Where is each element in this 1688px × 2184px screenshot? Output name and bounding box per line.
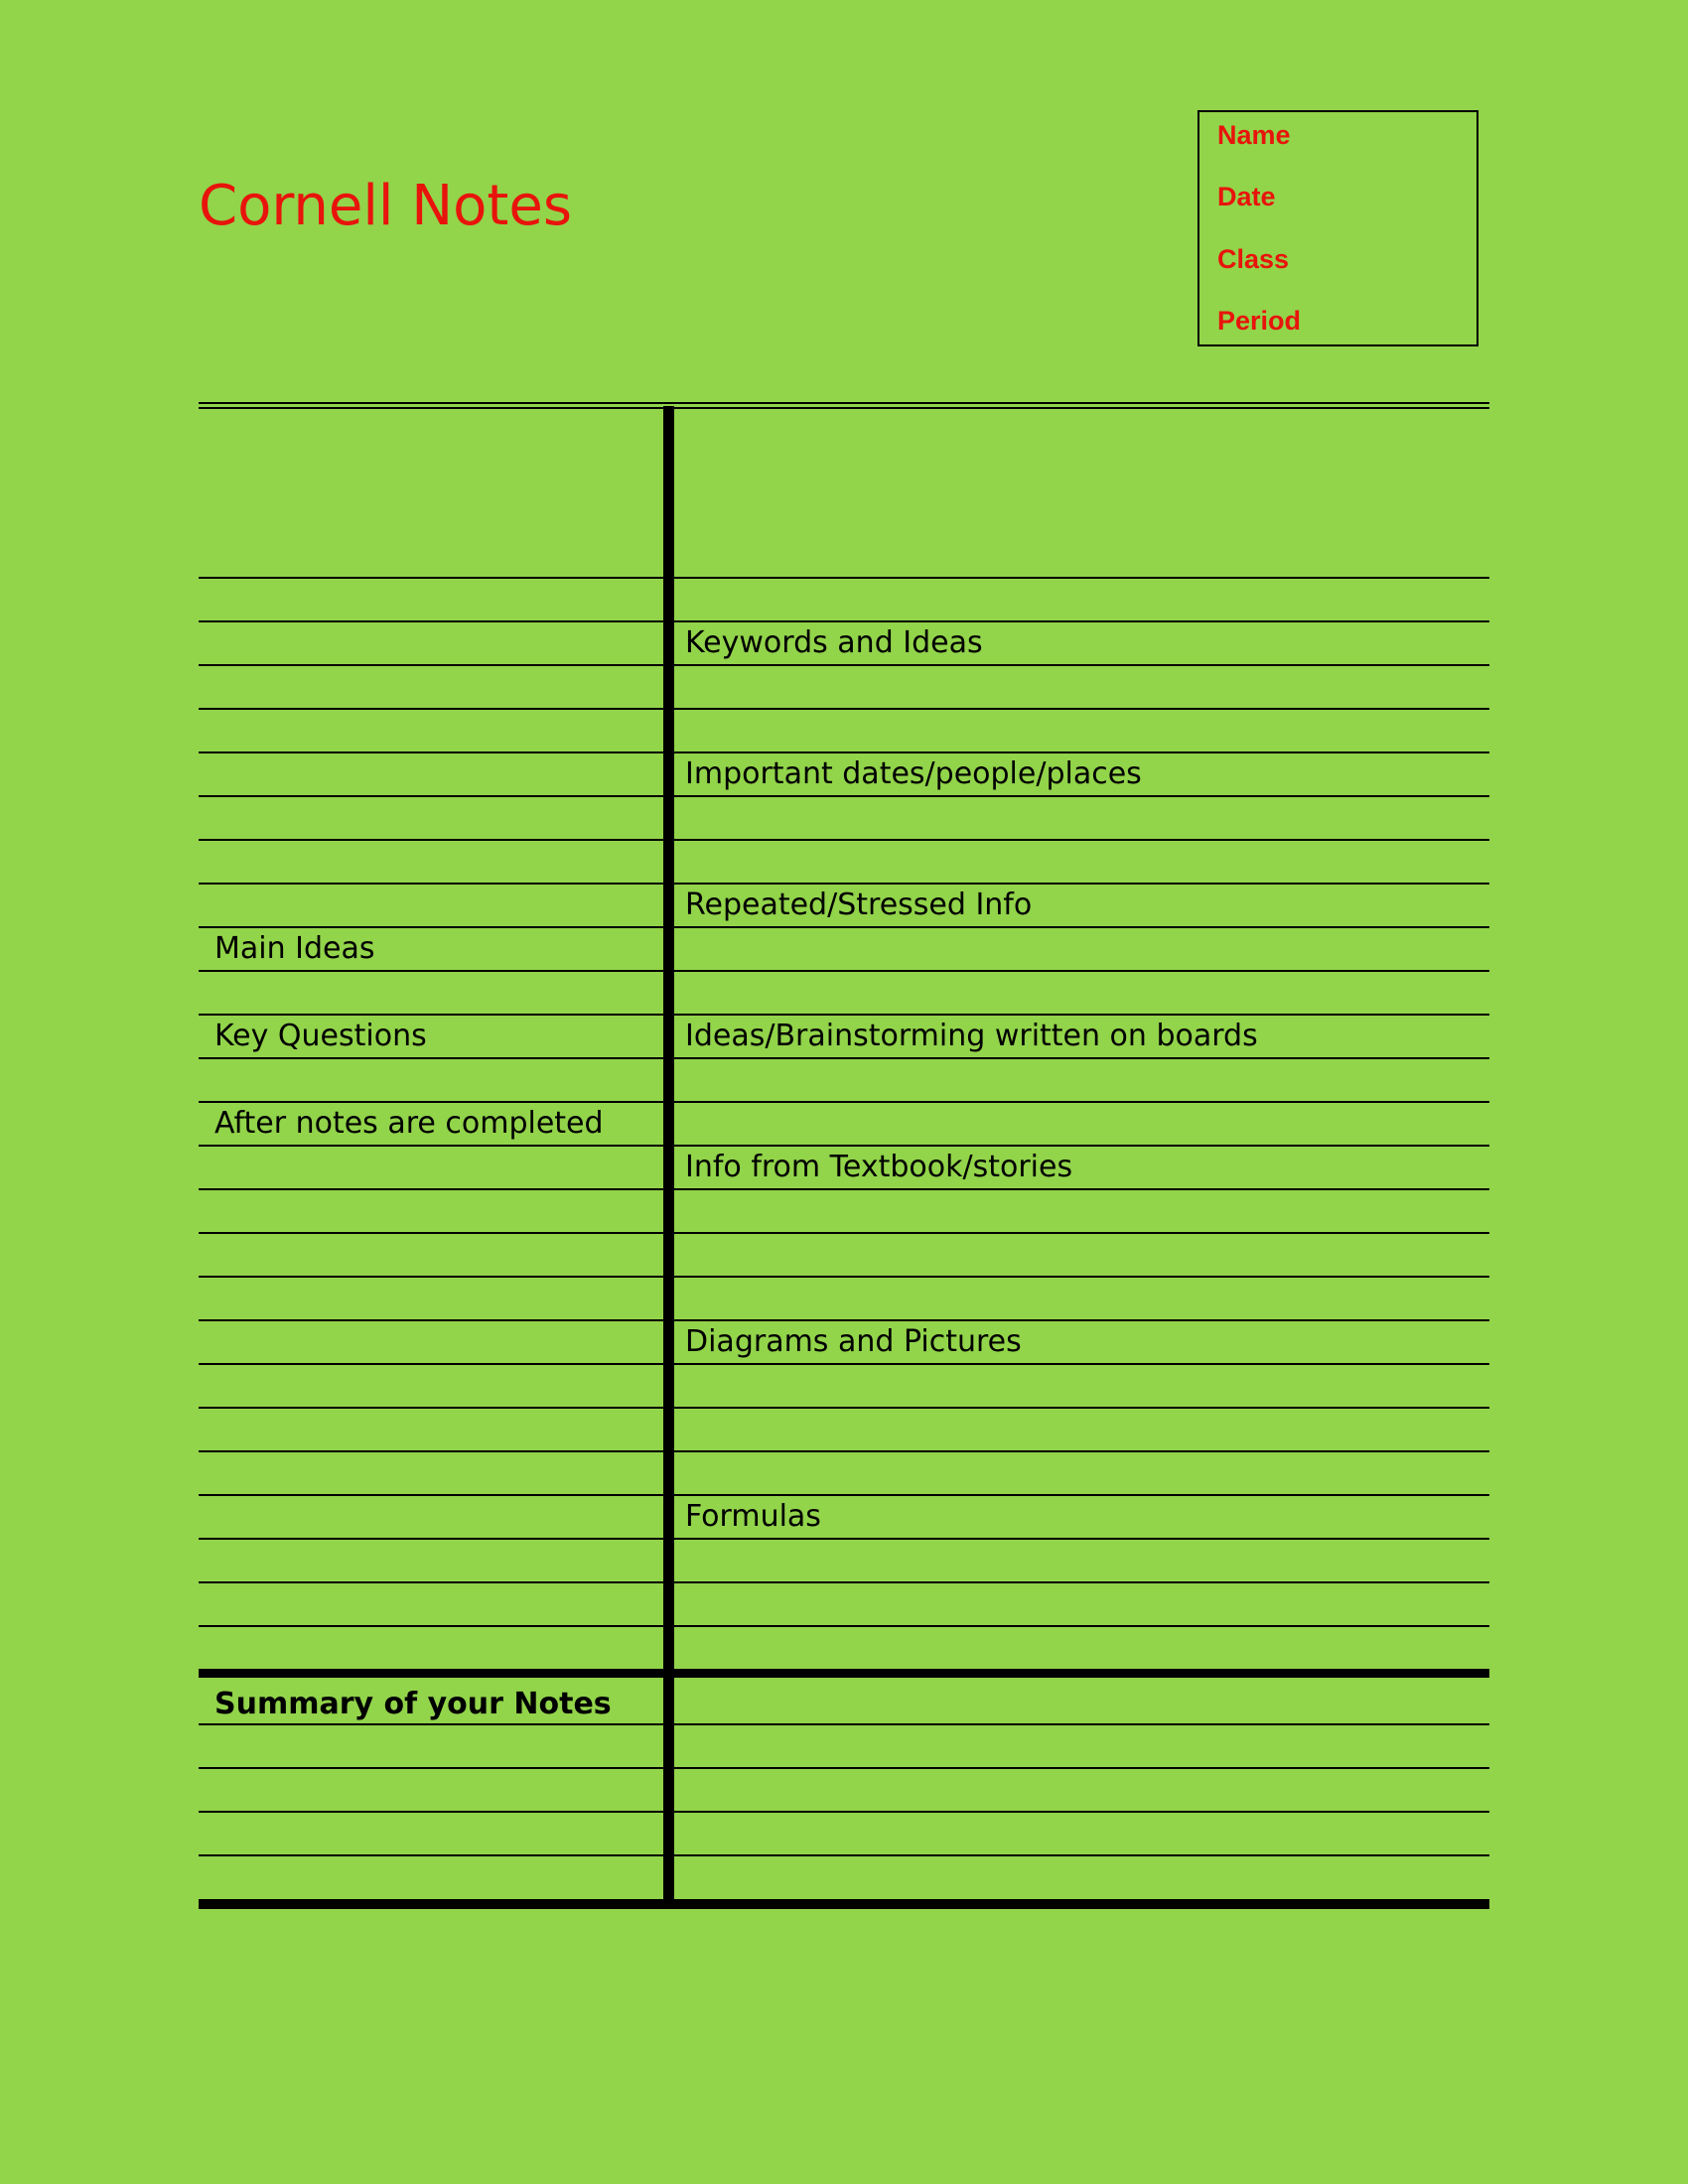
key-questions-label: Key Questions: [214, 1019, 427, 1053]
ruled-line: [199, 577, 1489, 579]
ruled-line: [199, 1450, 1489, 1452]
class-label: Class: [1217, 244, 1290, 274]
ruled-line: [199, 1407, 1489, 1409]
ruled-line: [199, 1767, 1489, 1769]
ruled-line: [199, 1014, 1489, 1016]
ruled-line: [199, 1319, 1489, 1321]
ruled-line: [199, 1145, 1489, 1147]
top-rule-inner: [199, 407, 1489, 409]
brainstorm-label: Ideas/Brainstorming written on boards: [685, 1019, 1258, 1053]
important-label: Important dates/people/places: [685, 756, 1142, 791]
diagrams-label: Diagrams and Pictures: [685, 1324, 1022, 1359]
ruled-line: [199, 1188, 1489, 1190]
column-divider: [663, 406, 674, 1902]
name-label: Name: [1217, 120, 1291, 150]
student-info-box: [1197, 110, 1478, 346]
bottom-rule: [199, 1899, 1489, 1909]
ruled-line: [199, 883, 1489, 885]
ruled-line: [199, 1232, 1489, 1234]
keywords-label: Keywords and Ideas: [685, 625, 983, 660]
ruled-line: [199, 1723, 1489, 1725]
ruled-line: [199, 795, 1489, 797]
ruled-line: [199, 1625, 1489, 1627]
summary-separator: [199, 1669, 1489, 1678]
ruled-line: [199, 1811, 1489, 1813]
formulas-label: Formulas: [685, 1499, 821, 1534]
ruled-line: [199, 1101, 1489, 1103]
ruled-line: [199, 620, 1489, 622]
ruled-line: [199, 1581, 1489, 1583]
ruled-line: [199, 1494, 1489, 1496]
ruled-line: [199, 839, 1489, 841]
ruled-line: [199, 751, 1489, 753]
ruled-line: [199, 664, 1489, 666]
summary-label: Summary of your Notes: [214, 1687, 612, 1721]
top-rule: [199, 402, 1489, 404]
ruled-line: [199, 708, 1489, 710]
ruled-line: [199, 1057, 1489, 1059]
ruled-line: [199, 1854, 1489, 1856]
ruled-line: [199, 1538, 1489, 1540]
main-ideas-label: Main Ideas: [214, 931, 375, 966]
repeated-label: Repeated/Stressed Info: [685, 887, 1033, 922]
ruled-line: [199, 926, 1489, 928]
after-notes-label: After notes are completed: [214, 1106, 604, 1141]
ruled-line: [199, 1276, 1489, 1278]
period-label: Period: [1217, 306, 1302, 336]
page-title: Cornell Notes: [199, 174, 573, 238]
ruled-line: [199, 1363, 1489, 1365]
date-label: Date: [1217, 182, 1276, 211]
ruled-line: [199, 970, 1489, 972]
textbook-label: Info from Textbook/stories: [685, 1150, 1073, 1184]
